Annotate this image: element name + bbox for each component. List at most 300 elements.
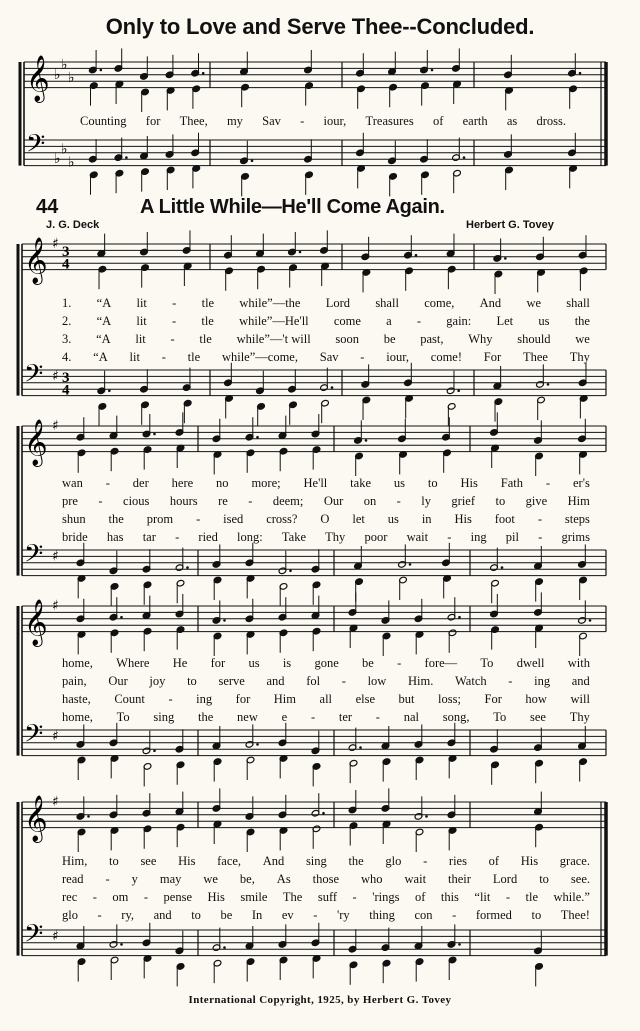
lyric-syllable: “A bbox=[93, 350, 108, 364]
lyric-syllable: - bbox=[416, 314, 422, 328]
time-signature-bottom: 4 bbox=[62, 382, 70, 399]
lyric-syllable: grims bbox=[561, 530, 590, 544]
dot bbox=[409, 563, 412, 566]
lyric-syllable: And bbox=[262, 854, 285, 868]
lyric-syllable: see bbox=[530, 710, 546, 724]
verse-line bbox=[62, 854, 590, 868]
lyric-syllable: lit bbox=[129, 350, 140, 364]
lyric-syllable: prom bbox=[146, 512, 174, 526]
lyric-syllable: - bbox=[92, 890, 97, 904]
lyric-syllable: to bbox=[191, 908, 201, 922]
lyric-syllable: Thy bbox=[325, 530, 346, 544]
lyric-syllable: see. bbox=[570, 872, 590, 886]
lyric-syllable: long: bbox=[237, 530, 263, 544]
lyric-syllable: pense bbox=[163, 890, 192, 904]
lyric-syllable: - bbox=[352, 890, 357, 904]
lyric-syllable: - bbox=[397, 656, 402, 670]
lyric-syllable: Our bbox=[108, 674, 128, 688]
lyric-syllable: om bbox=[112, 890, 129, 904]
time-signature-bottom: 4 bbox=[62, 256, 70, 273]
lyric-syllable: of bbox=[432, 114, 444, 128]
lyric-syllable: has bbox=[106, 530, 124, 544]
lyric-syllable: us bbox=[393, 476, 406, 490]
lyric-syllable: Count bbox=[114, 692, 145, 706]
bass-clef: 𝄢 bbox=[24, 719, 44, 755]
lyric-syllable: Why bbox=[468, 332, 493, 346]
lyric-syllable: cious bbox=[123, 494, 150, 508]
lyric-syllable: of bbox=[414, 890, 426, 904]
lyric-syllable: hours bbox=[169, 494, 198, 508]
dot bbox=[289, 570, 292, 573]
lyric-syllable: - bbox=[508, 674, 513, 688]
lyric-syllable: come, bbox=[424, 296, 455, 310]
lyric-syllable: Let bbox=[496, 314, 514, 328]
lyric-syllable: Thee! bbox=[560, 908, 590, 922]
lyric-syllable: Thee, bbox=[179, 114, 208, 128]
lyric-syllable: for bbox=[145, 114, 161, 128]
lyric-syllable: His bbox=[454, 512, 472, 526]
lyric-syllable: For bbox=[484, 692, 502, 706]
lyric-syllable: who bbox=[361, 872, 383, 886]
dot bbox=[153, 750, 156, 753]
lyric-syllable: tle bbox=[525, 890, 539, 904]
lyric-syllable: but bbox=[398, 692, 415, 706]
lyric-syllable: Lord bbox=[492, 872, 518, 886]
lyric-syllable: rec bbox=[62, 890, 78, 904]
lyric-syllable: nal bbox=[403, 710, 419, 724]
lyric-syllable: For bbox=[483, 350, 502, 364]
lyric-syllable: ing bbox=[196, 692, 213, 706]
verse-line bbox=[62, 296, 590, 310]
lyric-syllable: loss; bbox=[438, 692, 461, 706]
lyric-syllable: Watch bbox=[455, 674, 487, 688]
lyric-syllable: while”—come, bbox=[221, 350, 298, 364]
lyric-syllable: else bbox=[355, 692, 375, 706]
dot bbox=[501, 566, 504, 569]
lyric-syllable: low bbox=[367, 674, 387, 688]
lyric-syllable: smile bbox=[240, 890, 268, 904]
lyric-syllable: - bbox=[452, 908, 457, 922]
lyric-syllable: ly bbox=[421, 494, 431, 508]
verse-line bbox=[62, 710, 590, 724]
verse-line bbox=[62, 512, 590, 526]
lyric-syllable: re bbox=[218, 494, 228, 508]
key-signature-accidental: ♯ bbox=[52, 368, 59, 385]
lyric-syllable: sing bbox=[305, 854, 327, 868]
lyric-syllable: - bbox=[248, 494, 253, 508]
lyric-syllable: lit bbox=[136, 296, 147, 310]
lyric-syllable: pre bbox=[62, 494, 78, 508]
treble-clef: 𝄞 bbox=[24, 237, 48, 284]
lyric-syllable: And bbox=[479, 296, 502, 310]
dot bbox=[365, 439, 368, 442]
lyric-syllable: all bbox=[319, 692, 333, 706]
lyric-syllable: - bbox=[105, 872, 110, 886]
music-credit: Herbert G. Tovey bbox=[466, 219, 554, 231]
lyric-syllable: O bbox=[320, 512, 330, 526]
lyric-syllable: Take bbox=[281, 530, 306, 544]
lyric-syllable: dwell bbox=[516, 656, 545, 670]
lyric-syllable: - bbox=[97, 908, 102, 922]
verse-line bbox=[62, 332, 590, 346]
lyric-syllable: con bbox=[414, 908, 433, 922]
lyric-syllable: “lit bbox=[474, 890, 491, 904]
key-signature-accidental: ♯ bbox=[52, 418, 59, 434]
lyric-syllable: - bbox=[545, 476, 551, 490]
bass-clef: 𝄢 bbox=[24, 359, 44, 395]
lyric-syllable: we bbox=[575, 332, 590, 346]
lyric-syllable: “A bbox=[96, 296, 112, 310]
lyric-syllable: earth bbox=[462, 114, 488, 128]
dot bbox=[425, 815, 428, 818]
dot bbox=[331, 386, 334, 389]
dot bbox=[202, 72, 205, 75]
lyric-syllable: read bbox=[62, 872, 84, 886]
dot bbox=[153, 433, 156, 436]
lyric-syllable: ised bbox=[223, 512, 244, 526]
lyric-syllable: To bbox=[493, 710, 507, 724]
lyric-syllable: take bbox=[350, 476, 371, 490]
key-signature-accidental: ♭ bbox=[61, 57, 68, 74]
lyric-syllable: - bbox=[175, 530, 180, 544]
lyric-syllable: He bbox=[172, 656, 188, 670]
lyric-syllable: His bbox=[520, 854, 539, 868]
dot bbox=[458, 943, 461, 946]
lyric-syllable: on bbox=[363, 494, 377, 508]
lyric-syllable: ing bbox=[534, 674, 551, 688]
lyric-syllable: Our bbox=[323, 494, 344, 508]
lyric-syllable: we bbox=[203, 872, 218, 886]
key-signature-accidental: ♭ bbox=[68, 70, 75, 86]
lyric-syllable: to bbox=[539, 872, 549, 886]
lyric-syllable: cross? bbox=[266, 512, 298, 526]
lyric-syllable: - bbox=[168, 692, 173, 706]
lyric-syllable: wan bbox=[62, 476, 83, 490]
lyric-syllable: face, bbox=[217, 854, 242, 868]
lyric-syllable: His bbox=[460, 476, 478, 490]
lyric-syllable: er's bbox=[572, 476, 590, 490]
lyric-syllable: of bbox=[488, 854, 500, 868]
lyric-syllable: - bbox=[505, 890, 511, 904]
verse-line bbox=[62, 314, 590, 328]
lyric-syllable: “A bbox=[96, 314, 112, 328]
lyric-syllable: no bbox=[216, 476, 229, 490]
lyric-syllable: glo bbox=[62, 908, 78, 922]
dot bbox=[299, 251, 302, 254]
dot bbox=[463, 156, 466, 159]
lyric-syllable: der bbox=[132, 476, 149, 490]
lyric-syllable: thing bbox=[369, 908, 395, 922]
lyric-syllable: will bbox=[570, 692, 590, 706]
lyric-syllable: Lord bbox=[325, 296, 351, 310]
lyric-syllable: steps bbox=[564, 512, 590, 526]
lyric-syllable: ing bbox=[470, 530, 487, 544]
key-signature-accidental: ♭ bbox=[54, 151, 61, 168]
dot bbox=[256, 743, 259, 746]
lyric-syllable: - bbox=[170, 332, 175, 346]
lyric-syllable: be bbox=[362, 656, 374, 670]
dot bbox=[458, 616, 461, 619]
lyric-syllable: song, bbox=[442, 710, 470, 724]
lyric-syllable: bride bbox=[62, 530, 88, 544]
lyric-syllable: haste, bbox=[62, 692, 91, 706]
lyric-syllable: my bbox=[226, 114, 243, 128]
lyric-syllable: ter bbox=[338, 710, 353, 724]
lyric-syllable: with bbox=[567, 656, 590, 670]
dot bbox=[100, 69, 103, 72]
lyric-syllable: - bbox=[447, 530, 452, 544]
lyric-syllable: home, bbox=[62, 656, 93, 670]
lyric-syllable: Sav bbox=[262, 114, 281, 128]
lyric-syllable: - bbox=[143, 890, 149, 904]
lyric-syllable: tle bbox=[199, 332, 212, 346]
lyric-syllable: be, bbox=[239, 872, 255, 886]
lyric-syllable: 'rings bbox=[372, 890, 400, 904]
lyric-syllable: new bbox=[237, 710, 258, 724]
lyric-syllable: His bbox=[207, 890, 225, 904]
lyric-syllable: us bbox=[248, 656, 260, 670]
lyric-syllable: wait bbox=[406, 530, 429, 544]
lyric-syllable: “A bbox=[96, 332, 111, 346]
lyric-syllable: we bbox=[526, 296, 542, 310]
dot bbox=[223, 946, 226, 949]
lyric-syllable: Fath bbox=[500, 476, 524, 490]
dot bbox=[504, 257, 507, 260]
lyric-syllable: - bbox=[161, 350, 166, 364]
lyric-syllable: while”—'t will bbox=[236, 332, 311, 346]
lyric-syllable: To bbox=[480, 656, 494, 670]
lyric-syllable: gone bbox=[314, 656, 339, 670]
dot bbox=[415, 254, 418, 257]
dot bbox=[359, 746, 362, 749]
lyric-syllable: shun bbox=[62, 512, 86, 526]
words-credit: J. G. Deck bbox=[46, 219, 100, 231]
verse-line bbox=[62, 350, 590, 364]
lyric-syllable: He'll bbox=[303, 476, 328, 490]
verse-line bbox=[62, 692, 590, 706]
lyric-syllable: Him bbox=[273, 692, 296, 706]
dot bbox=[547, 383, 550, 386]
lyric-syllable: while”—He'll bbox=[239, 314, 309, 328]
verse-line bbox=[62, 656, 590, 670]
lyric-syllable: and bbox=[266, 674, 285, 688]
lyric-syllable: serve bbox=[218, 674, 245, 688]
dot bbox=[120, 943, 123, 946]
lyric-syllable: shall bbox=[566, 296, 590, 310]
lyric-syllable: foot bbox=[494, 512, 515, 526]
key-signature-accidental: ♯ bbox=[52, 548, 59, 565]
lyric-syllable: the bbox=[574, 314, 590, 328]
lyric-syllable: while”—the bbox=[239, 296, 301, 310]
lyric-syllable: dross. bbox=[536, 114, 566, 128]
time-signature-top: 3 bbox=[62, 369, 70, 386]
dot bbox=[589, 619, 592, 622]
lyric-syllable: - bbox=[396, 494, 401, 508]
dot bbox=[108, 390, 111, 393]
dot bbox=[251, 160, 254, 163]
lyric-syllable: 'ry bbox=[336, 908, 350, 922]
lyric-syllable: to bbox=[531, 908, 542, 922]
lyric-syllable: deem; bbox=[272, 494, 304, 508]
lyric-syllable: glo bbox=[385, 854, 402, 868]
lyric-syllable: - bbox=[300, 114, 305, 128]
lyric-syllable: to bbox=[109, 854, 119, 868]
lyric-syllable: The bbox=[282, 890, 303, 904]
lyric-syllable: joy bbox=[149, 674, 166, 688]
dot bbox=[457, 390, 460, 393]
lyric-syllable: the bbox=[108, 512, 124, 526]
key-signature-accidental: ♯ bbox=[52, 236, 59, 252]
lyric-syllable: ev bbox=[281, 908, 294, 922]
lyric-syllable: as bbox=[506, 114, 518, 128]
lyric-syllable: here bbox=[171, 476, 194, 490]
hymn-title: A Little While—He'll Come Again. bbox=[140, 196, 445, 218]
lyric-syllable: the bbox=[348, 854, 364, 868]
lyric-syllable: - bbox=[172, 296, 177, 310]
lyric-syllable: - bbox=[98, 494, 103, 508]
lyric-syllable: To bbox=[116, 710, 130, 724]
treble-clef: 𝄞 bbox=[24, 599, 48, 646]
dot bbox=[223, 619, 226, 622]
lyric-syllable: Thee bbox=[522, 350, 548, 364]
lyric-syllable: come! bbox=[430, 350, 463, 364]
lyric-syllable: sing bbox=[153, 710, 175, 724]
lyric-syllable: wait bbox=[404, 872, 427, 886]
lyric-syllable: a bbox=[386, 314, 392, 328]
lyric-syllable: - bbox=[537, 512, 542, 526]
verse-line bbox=[62, 908, 590, 922]
lyric-syllable: more; bbox=[251, 476, 281, 490]
lyric-syllable: 1. bbox=[62, 296, 72, 310]
lyric-syllable: grace. bbox=[559, 854, 590, 868]
lyric-syllable: come bbox=[333, 314, 361, 328]
lyric-syllable: - bbox=[105, 476, 110, 490]
lyric-syllable: - bbox=[538, 530, 543, 544]
lyric-syllable: their bbox=[448, 872, 471, 886]
dot bbox=[431, 69, 434, 72]
lyric-syllable: - bbox=[196, 512, 201, 526]
lyric-syllable: 2. bbox=[62, 314, 72, 328]
lyric-syllable: - bbox=[360, 350, 365, 364]
lyric-syllable: tle bbox=[201, 314, 214, 328]
lyric-syllable: lit bbox=[135, 332, 146, 346]
lyric-syllable: - bbox=[171, 314, 177, 328]
lyric-syllable: poor bbox=[364, 530, 388, 544]
lyric-syllable: for bbox=[210, 656, 226, 670]
lyric-syllable: - bbox=[375, 710, 380, 724]
lyric-syllable: Thy bbox=[569, 710, 590, 724]
lyric-syllable: the bbox=[198, 710, 214, 724]
lyric-syllable: those bbox=[312, 872, 340, 886]
lyric-syllable: iour, bbox=[323, 114, 347, 128]
lyric-syllable: His bbox=[178, 854, 196, 868]
lyric-syllable: in bbox=[421, 512, 432, 526]
bass-clef: 𝄢 bbox=[26, 129, 46, 165]
lyric-syllable: - bbox=[341, 674, 346, 688]
lyric-syllable: grief bbox=[451, 494, 476, 508]
lyric-syllable: this bbox=[440, 890, 459, 904]
lyric-syllable: see bbox=[140, 854, 157, 868]
treble-clef: 𝄞 bbox=[26, 55, 50, 102]
page-header-title: Only to Love and Serve Thee--Concluded. bbox=[105, 14, 535, 39]
lyric-syllable: - bbox=[310, 710, 316, 724]
lyric-syllable: may bbox=[159, 872, 182, 886]
lyric-syllable: formed bbox=[475, 908, 512, 922]
lyric-syllable: fore— bbox=[424, 656, 458, 670]
lyric-syllable: e bbox=[281, 710, 288, 724]
key-signature-accidental: ♯ bbox=[52, 794, 59, 810]
hymn-number: 44 bbox=[36, 196, 59, 218]
lyric-syllable: In bbox=[251, 908, 263, 922]
dot bbox=[186, 566, 189, 569]
dot bbox=[579, 72, 582, 75]
lyric-syllable: for bbox=[235, 692, 251, 706]
dot bbox=[256, 436, 259, 439]
continuation-lyric-line bbox=[80, 114, 566, 128]
lyric-syllable: give bbox=[525, 494, 548, 508]
verse-line bbox=[62, 674, 590, 688]
lyric-syllable: and bbox=[153, 908, 172, 922]
lyric-syllable: tle bbox=[201, 296, 215, 310]
lyric-syllable: ry, bbox=[121, 908, 135, 922]
lyric-syllable: ried bbox=[198, 530, 218, 544]
dot bbox=[125, 156, 128, 159]
lyric-syllable: Sav bbox=[319, 350, 339, 364]
lyric-syllable: to bbox=[495, 494, 506, 508]
lyric-syllable: As bbox=[276, 872, 291, 886]
bass-clef: 𝄢 bbox=[24, 539, 44, 575]
lyric-syllable: home, bbox=[62, 710, 93, 724]
treble-clef: 𝄞 bbox=[24, 795, 48, 842]
treble-clef: 𝄞 bbox=[24, 419, 48, 466]
lyric-syllable: - bbox=[313, 908, 318, 922]
dot bbox=[120, 616, 123, 619]
lyric-syllable: ries bbox=[448, 854, 467, 868]
lyric-syllable: while.” bbox=[553, 890, 590, 904]
verse-line bbox=[62, 890, 590, 904]
key-signature-accidental: ♭ bbox=[54, 66, 61, 83]
lyric-syllable: tar bbox=[142, 530, 156, 544]
lyric-syllable: 3. bbox=[62, 332, 72, 346]
verse-line bbox=[62, 476, 590, 490]
lyric-syllable: is bbox=[282, 656, 292, 670]
lyric-syllable: be bbox=[220, 908, 233, 922]
key-signature-accidental: ♯ bbox=[52, 728, 59, 745]
lyric-syllable: suff bbox=[317, 890, 338, 904]
lyric-syllable: pain, bbox=[62, 674, 87, 688]
verse-line bbox=[62, 494, 590, 508]
bass-clef: 𝄢 bbox=[24, 919, 44, 955]
lyric-syllable: Treasures bbox=[365, 114, 414, 128]
lyric-syllable: and bbox=[571, 674, 590, 688]
verse-line bbox=[62, 530, 590, 544]
dot bbox=[322, 812, 325, 815]
lyric-syllable: to bbox=[427, 476, 438, 490]
lyric-syllable: Him, bbox=[62, 854, 88, 868]
lyric-syllable: us bbox=[538, 314, 550, 328]
key-signature-accidental: ♭ bbox=[61, 141, 68, 158]
verse-line bbox=[62, 872, 590, 886]
lyric-syllable: soon bbox=[335, 332, 360, 346]
lyric-syllable: us bbox=[387, 512, 399, 526]
lyric-syllable: shall bbox=[375, 296, 399, 310]
lyric-syllable: lit bbox=[136, 314, 147, 328]
key-signature-accidental: ♭ bbox=[68, 154, 75, 171]
lyric-syllable: should bbox=[517, 332, 551, 346]
lyric-syllable: - bbox=[423, 854, 428, 868]
lyric-syllable: pil bbox=[505, 530, 519, 544]
lyric-syllable: Him. bbox=[407, 674, 434, 688]
